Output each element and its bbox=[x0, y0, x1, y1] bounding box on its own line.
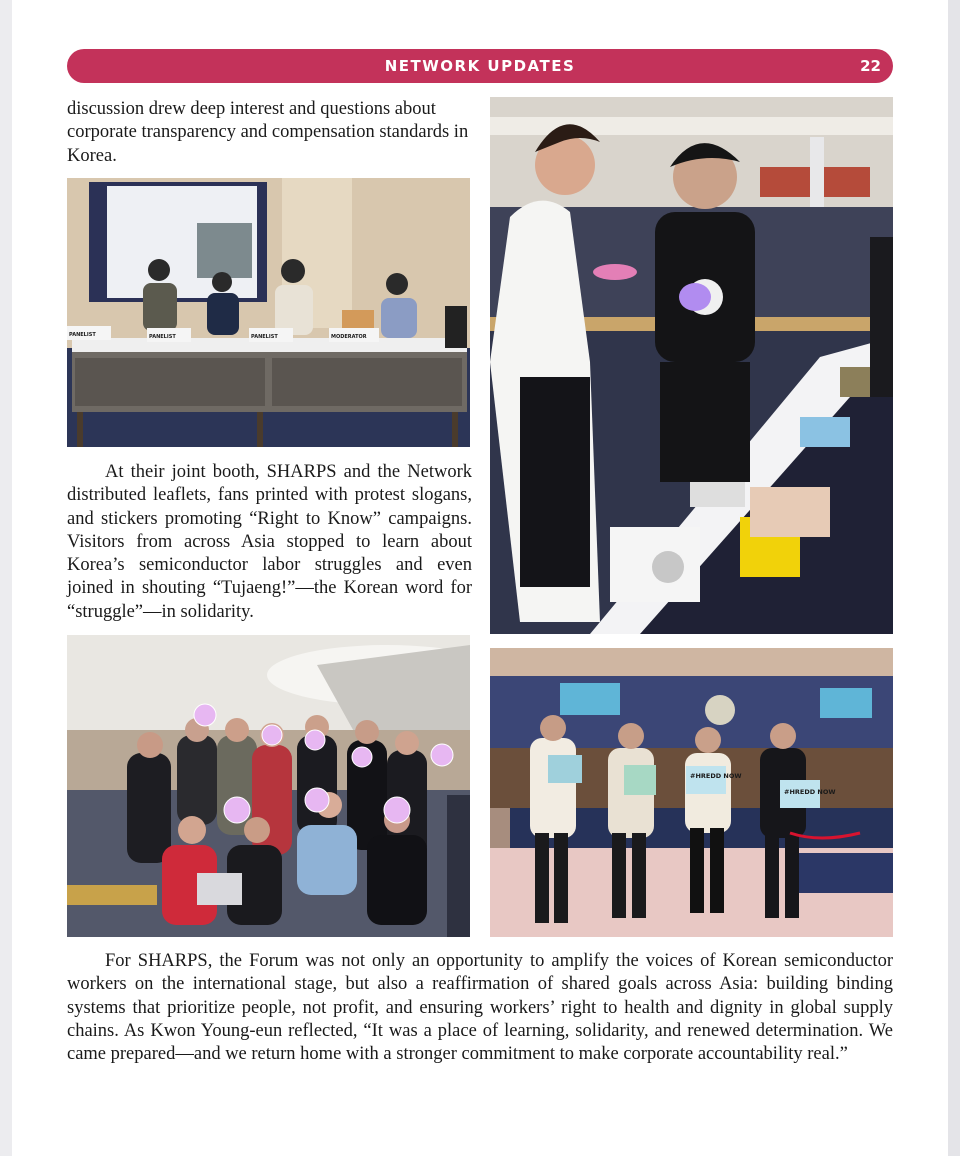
group-photo bbox=[67, 635, 470, 937]
booth-photo bbox=[490, 97, 893, 634]
section-header-bar bbox=[67, 49, 893, 83]
panel-discussion-photo bbox=[67, 178, 470, 447]
viewer-edge bbox=[948, 0, 960, 1156]
stage-sign-photo bbox=[490, 648, 893, 937]
article-paragraph-3: For SHARPS, the Forum was not only an opportunity to amplify the voices of Korean semiconductor workers on the international stage, but also a reaffirmation of shared goals across Asia: building binding systems that prioritize people, not profit, and ensuring workers’ right to health and dignity in global supply chains. As Kwon Young-eun reflected, “It was a place of learning, solidarity, and renewed determination. We came prepared—and we return home with a stronger commitment to make corporate accountability real.” bbox=[67, 951, 893, 1065]
placard-4: MODERATOR bbox=[331, 334, 367, 340]
stage-sign-1: #HREDD NOW bbox=[690, 772, 742, 780]
magazine-page bbox=[12, 0, 948, 1156]
placard-2: PANELIST bbox=[149, 334, 176, 340]
article-paragraph-2: At their joint booth, SHARPS and the Network distributed leaflets, fans printed with protest slogans, and stickers promoting “Right to Know” campaigns. Visitors from across Asia stopped to learn about Korea’s semiconductor labor struggles and even joined in shouting “Tujaeng!”—the Korean word for “struggle”—in solidarity. bbox=[67, 462, 472, 622]
placard-3: PANELIST bbox=[251, 334, 278, 340]
section-title: NETWORK UPDATES bbox=[384, 57, 576, 75]
article-paragraph-1: discussion drew deep interest and questions about corporate transparency and compensation standards in Korea. bbox=[67, 99, 469, 166]
placard-1: PANELIST bbox=[69, 332, 96, 338]
stage-sign-2: #HREDD NOW bbox=[784, 788, 836, 796]
page-number: 22 bbox=[860, 57, 881, 75]
